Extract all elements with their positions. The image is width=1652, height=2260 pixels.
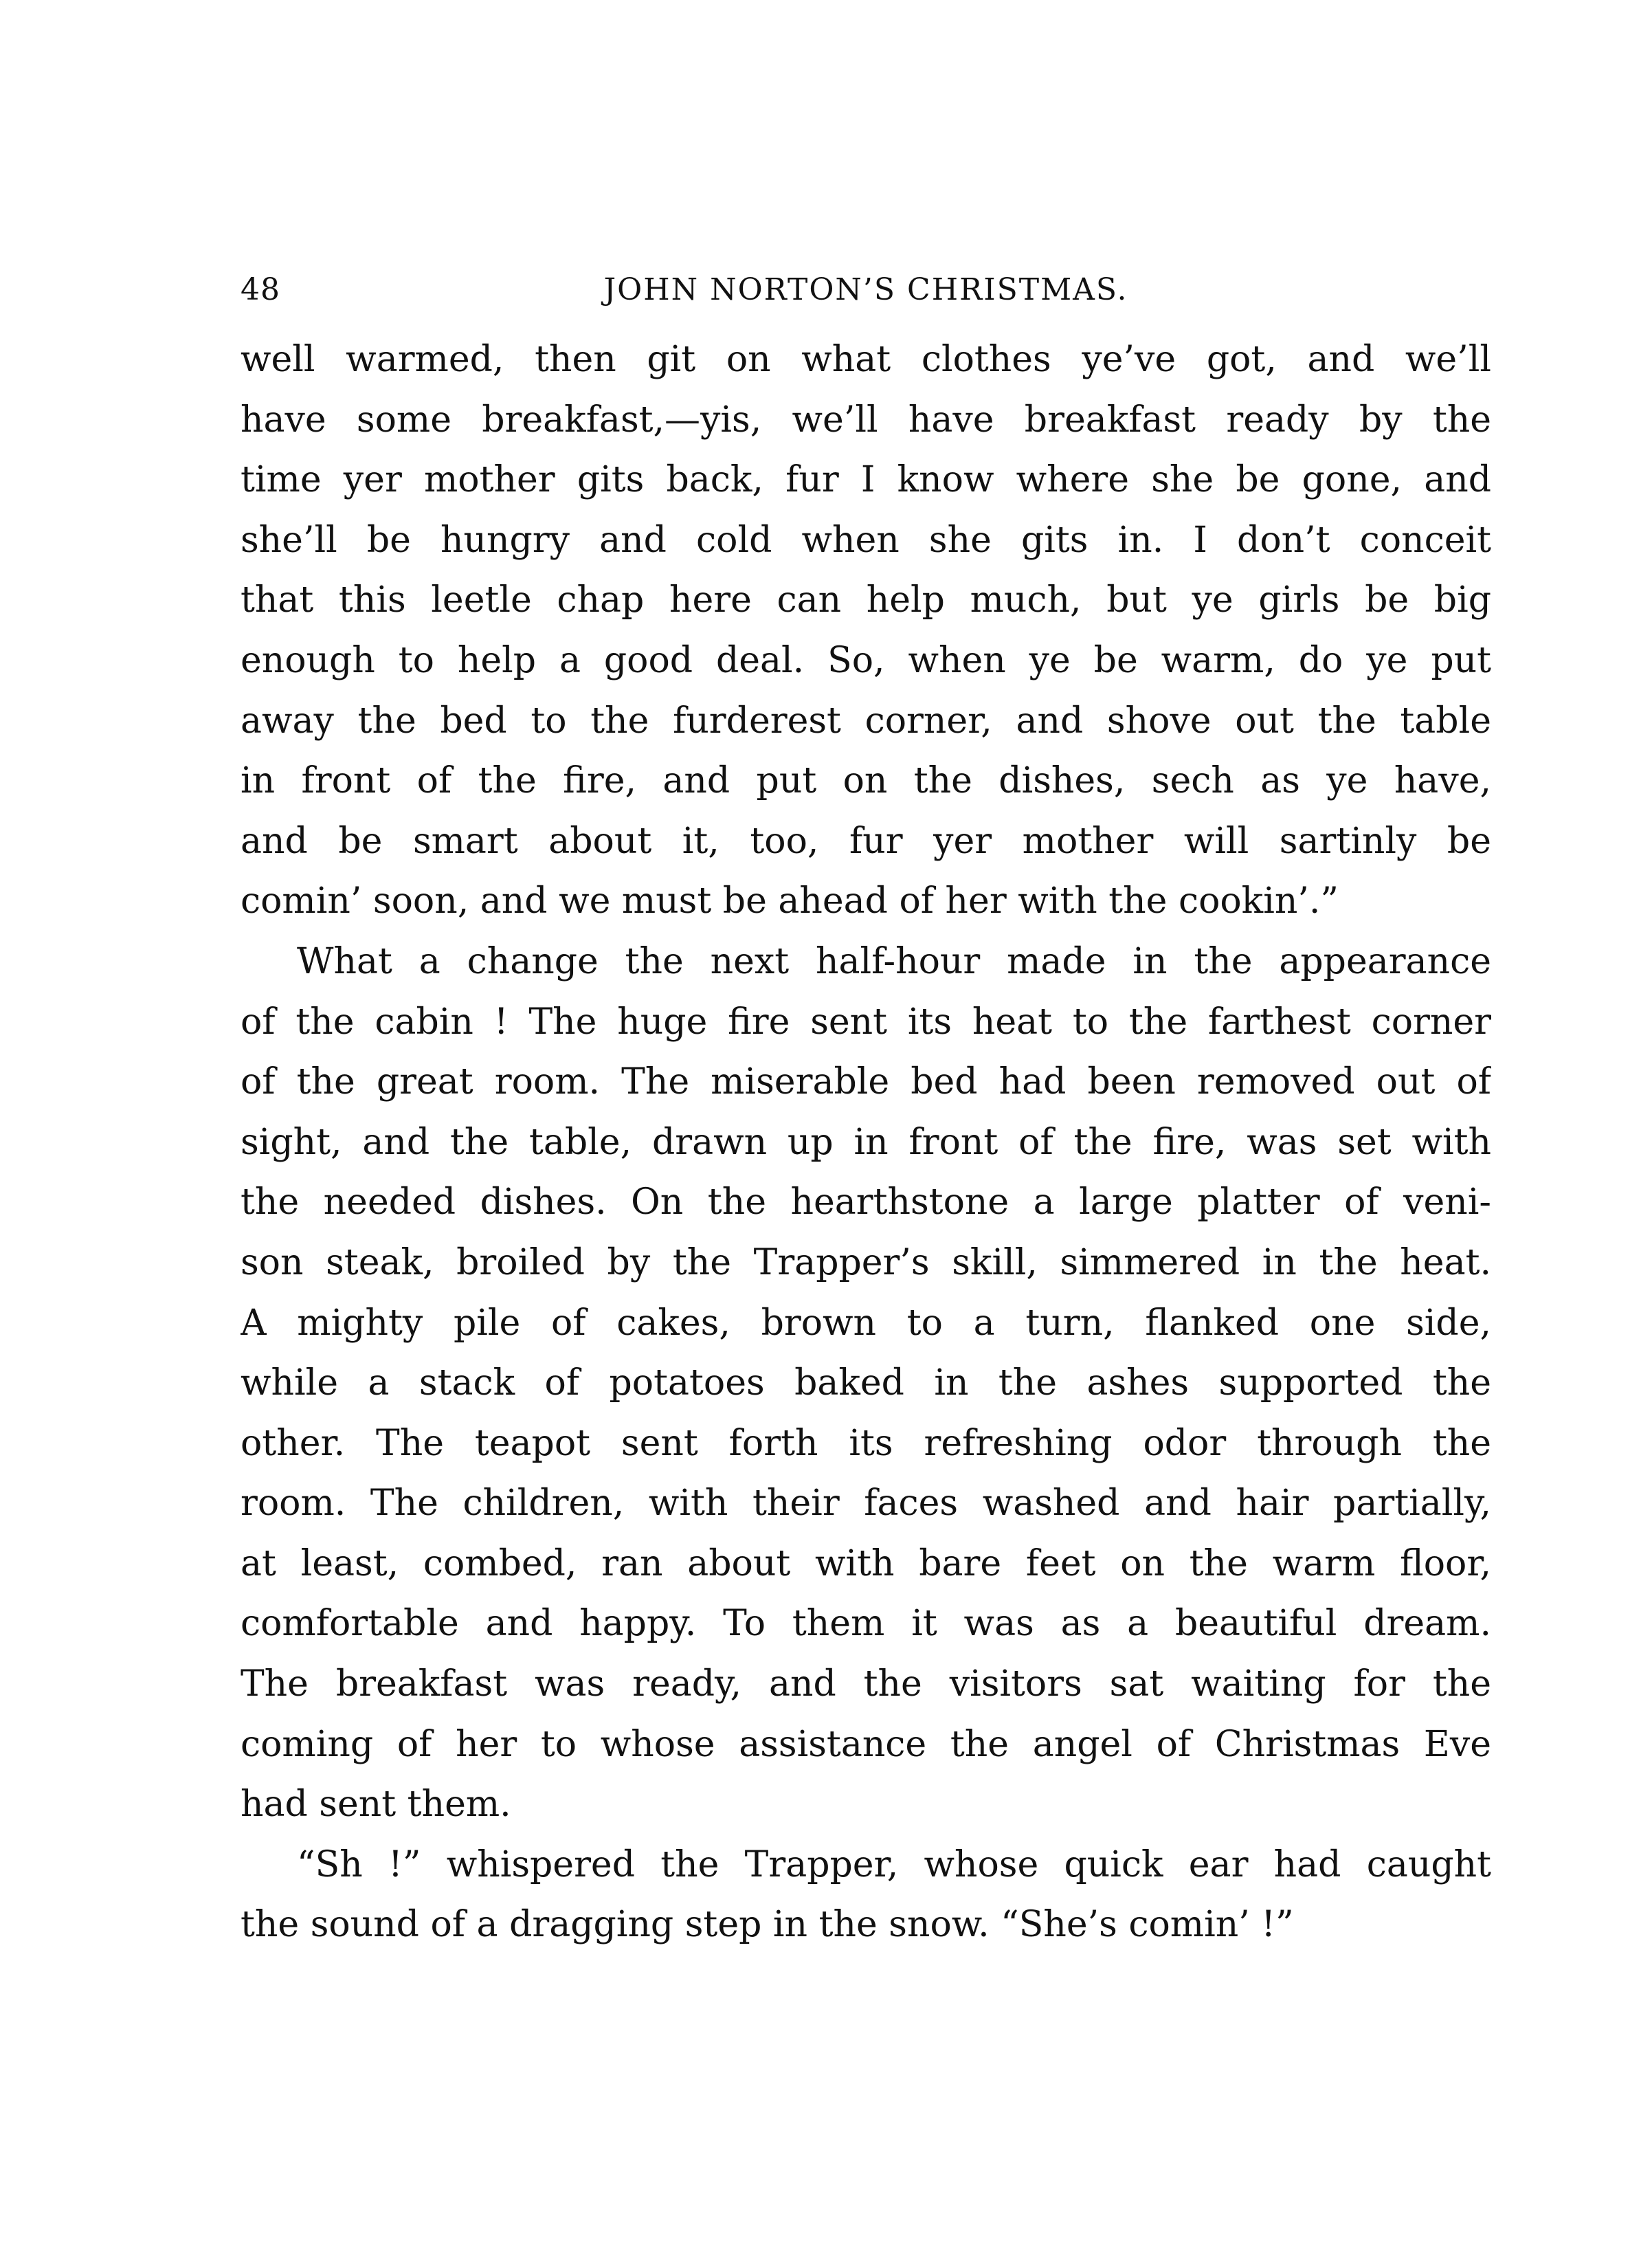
paragraph-3 (241, 1835, 1491, 1956)
paragraph-1 (241, 330, 1491, 932)
text-line: of the cabin ! The huge fire sent its heat to the farthest corner (241, 1001, 1491, 1043)
text-line: in front of the fire, and put on the dishes, sech as ye have, (241, 760, 1491, 802)
text-line: of the great room. The miserable bed had been removed out of (241, 1061, 1491, 1103)
running-title: JOHN NORTON’S CHRISTMAS. (603, 272, 1128, 307)
text-line: enough to help a good deal. So, when ye be warm, do ye put (241, 639, 1491, 681)
text-line: comin’ soon, and we must be ahead of her with the cookin’.” (241, 880, 1339, 922)
text-line: the needed dishes. On the hearthstone a large platter of veni- (241, 1182, 1491, 1223)
text-line: coming of her to whose assistance the angel of Christmas Eve (241, 1723, 1491, 1765)
paragraph-2 (241, 932, 1491, 1835)
body-text (241, 330, 1491, 1956)
text-line: room. The children, with their faces washed and hair partially, (241, 1483, 1491, 1525)
text-line: other. The teapot sent forth its refreshing odor through the (241, 1422, 1491, 1464)
text-line: son steak, broiled by the Trapper’s skill, simmered in the heat. (241, 1241, 1491, 1283)
text-line: What a change the next half-hour made in the appearance (297, 940, 1491, 982)
text-line: A mighty pile of cakes, brown to a turn, flanked one side, (241, 1302, 1491, 1344)
text-line: that this leetle chap here can help much, but ye girls be big (241, 579, 1491, 621)
text-line: the sound of a dragging step in the snow. “She’s comin’ !” (241, 1904, 1294, 1946)
text-line: away the bed to the furderest corner, and shove out the table (241, 700, 1491, 742)
text-line: and be smart about it, too, fur yer mother will sartinly be (241, 820, 1491, 862)
text-line: The breakfast was ready, and the visitors sat waiting for the (241, 1663, 1491, 1705)
text-line: she’ll be hungry and cold when she gits in. I don’t conceit (241, 519, 1491, 561)
text-line: at least, combed, ran about with bare feet on the warm floor, (241, 1542, 1491, 1584)
page-number: 48 (241, 272, 280, 307)
text-line: have some breakfast,—yis, we’ll have breakfast ready by the (241, 399, 1491, 441)
text-line: sight, and the table, drawn up in front of the fire, was set with (241, 1121, 1491, 1163)
text-line: comfortable and happy. To them it was as a beautiful dream. (241, 1603, 1491, 1645)
running-head (241, 272, 1491, 320)
text-line: well warmed, then git on what clothes ye’ve got, and we’ll (241, 339, 1491, 380)
text-line: time yer mother gits back, fur I know where she be gone, and (241, 459, 1491, 501)
text-line: “Sh !” whispered the Trapper, whose quick ear had caught (297, 1843, 1491, 1885)
text-line: while a stack of potatoes baked in the ashes supported the (241, 1362, 1491, 1404)
text-line: had sent them. (241, 1784, 511, 1826)
